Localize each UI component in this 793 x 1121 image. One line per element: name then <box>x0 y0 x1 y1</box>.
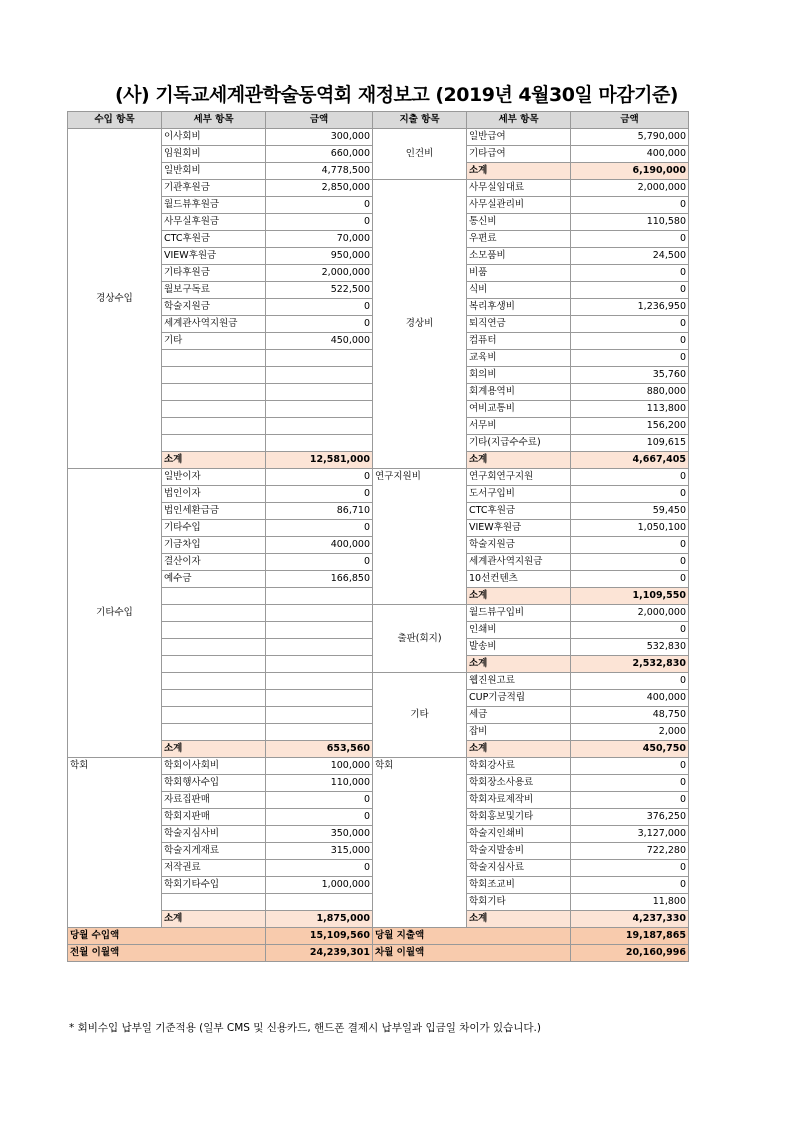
income-item-name: 월보구독료 <box>162 282 266 299</box>
expense-subtotal-label: 소계 <box>467 588 571 605</box>
expense-subtotal-label: 소계 <box>467 741 571 758</box>
empty-cell <box>162 350 266 367</box>
income-category: 기타수입 <box>68 469 162 758</box>
expense-item-amount: 0 <box>571 486 689 503</box>
expense-item-amount: 0 <box>571 469 689 486</box>
income-item-name: 자료집판매 <box>162 792 266 809</box>
empty-cell <box>266 656 373 673</box>
income-item-amount: 950,000 <box>266 248 373 265</box>
expense-item-name: 복리후생비 <box>467 299 571 316</box>
empty-cell <box>162 724 266 741</box>
income-subtotal-amount: 653,560 <box>266 741 373 758</box>
expense-item-amount: 0 <box>571 333 689 350</box>
expense-subtotal-amount: 2,532,830 <box>571 656 689 673</box>
expense-item-amount: 109,615 <box>571 435 689 452</box>
prev-balance-label: 전월 이월액 <box>68 945 266 962</box>
empty-cell <box>266 894 373 911</box>
expense-item-name: 컴퓨터 <box>467 333 571 350</box>
header-expense-detail: 세부 항목 <box>467 112 571 129</box>
expense-item-name: 세계관사역지원금 <box>467 554 571 571</box>
income-item-name: 월드뷰후원금 <box>162 197 266 214</box>
table-row <box>68 758 689 775</box>
expense-subtotal-amount: 450,750 <box>571 741 689 758</box>
table-row <box>68 605 689 622</box>
expense-item-amount: 0 <box>571 775 689 792</box>
expense-item-name: 학회장소사용료 <box>467 775 571 792</box>
expense-item-name: 잡비 <box>467 724 571 741</box>
expense-item-amount: 3,127,000 <box>571 826 689 843</box>
expense-total-label: 당월 지출액 <box>373 928 571 945</box>
expense-item-name: 학회기타 <box>467 894 571 911</box>
expense-item-amount: 0 <box>571 571 689 588</box>
table-row <box>68 469 689 486</box>
income-item-amount: 0 <box>266 520 373 537</box>
income-item-name: 기관후원금 <box>162 180 266 197</box>
empty-cell <box>162 367 266 384</box>
expense-item-name: 우편료 <box>467 231 571 248</box>
expense-item-amount: 722,280 <box>571 843 689 860</box>
expense-item-amount: 59,450 <box>571 503 689 520</box>
income-item-name: 학술지심사비 <box>162 826 266 843</box>
income-item-amount: 0 <box>266 469 373 486</box>
income-category: 학회 <box>68 758 162 928</box>
expense-item-amount: 880,000 <box>571 384 689 401</box>
empty-cell <box>266 724 373 741</box>
header-income-category: 수입 항목 <box>68 112 162 129</box>
expense-subtotal-label: 소계 <box>467 163 571 180</box>
income-item-amount: 660,000 <box>266 146 373 163</box>
income-subtotal-label: 소계 <box>162 911 266 928</box>
expense-item-amount: 2,000 <box>571 724 689 741</box>
expense-item-name: 기타(지급수수료) <box>467 435 571 452</box>
expense-item-amount: 1,050,100 <box>571 520 689 537</box>
expense-item-name: CTC후원금 <box>467 503 571 520</box>
empty-cell <box>162 588 266 605</box>
expense-item-name: CUP기금적립 <box>467 690 571 707</box>
expense-item-amount: 0 <box>571 197 689 214</box>
table-row <box>68 129 689 146</box>
expense-item-amount: 24,500 <box>571 248 689 265</box>
empty-cell <box>266 707 373 724</box>
empty-cell <box>266 367 373 384</box>
expense-item-amount: 0 <box>571 316 689 333</box>
expense-item-amount: 0 <box>571 877 689 894</box>
empty-cell <box>266 401 373 418</box>
report-title: (사) 기독교세계관학술동역회 재정보고 (2019년 4월30일 마감기준) <box>115 84 678 106</box>
expense-total-value: 19,187,865 <box>571 928 689 945</box>
expense-item-amount: 0 <box>571 282 689 299</box>
expense-item-name: 학술지원금 <box>467 537 571 554</box>
expense-item-name: 웹진원고료 <box>467 673 571 690</box>
expense-category: 기타 <box>373 673 467 758</box>
income-item-name: CTC후원금 <box>162 231 266 248</box>
table-row <box>68 673 689 690</box>
next-balance-value: 20,160,996 <box>571 945 689 962</box>
expense-item-amount: 376,250 <box>571 809 689 826</box>
expense-item-amount: 156,200 <box>571 418 689 435</box>
income-item-amount: 522,500 <box>266 282 373 299</box>
income-item-amount: 315,000 <box>266 843 373 860</box>
expense-item-name: 학술지발송비 <box>467 843 571 860</box>
expense-subtotal-amount: 4,667,405 <box>571 452 689 469</box>
expense-category: 출판(회지) <box>373 605 467 673</box>
expense-item-name: 발송비 <box>467 639 571 656</box>
expense-item-amount: 2,000,000 <box>571 180 689 197</box>
expense-item-name: 학회강사료 <box>467 758 571 775</box>
empty-cell <box>266 588 373 605</box>
income-item-amount: 300,000 <box>266 129 373 146</box>
header-income-detail: 세부 항목 <box>162 112 266 129</box>
income-item-name: 법인이자 <box>162 486 266 503</box>
expense-item-amount: 0 <box>571 673 689 690</box>
income-item-amount: 0 <box>266 860 373 877</box>
empty-cell <box>266 418 373 435</box>
expense-item-name: 비품 <box>467 265 571 282</box>
expense-item-name: 퇴직연금 <box>467 316 571 333</box>
income-subtotal-amount: 12,581,000 <box>266 452 373 469</box>
income-item-amount: 110,000 <box>266 775 373 792</box>
empty-cell <box>266 673 373 690</box>
expense-item-amount: 0 <box>571 758 689 775</box>
income-subtotal-label: 소계 <box>162 741 266 758</box>
income-total-value: 15,109,560 <box>266 928 373 945</box>
expense-item-name: 회계용역비 <box>467 384 571 401</box>
expense-item-amount: 0 <box>571 265 689 282</box>
income-item-name: 기타후원금 <box>162 265 266 282</box>
expense-item-name: 학술지인쇄비 <box>467 826 571 843</box>
expense-item-name: 학회자료제작비 <box>467 792 571 809</box>
empty-cell <box>266 435 373 452</box>
expense-item-amount: 0 <box>571 792 689 809</box>
expense-category: 인건비 <box>373 129 467 180</box>
empty-cell <box>162 605 266 622</box>
expense-category: 연구지원비 <box>373 469 467 605</box>
empty-cell <box>162 707 266 724</box>
income-item-amount: 0 <box>266 792 373 809</box>
header-row <box>68 112 689 129</box>
empty-cell <box>266 690 373 707</box>
expense-item-amount: 0 <box>571 622 689 639</box>
expense-subtotal-amount: 6,190,000 <box>571 163 689 180</box>
expense-item-name: 여비교통비 <box>467 401 571 418</box>
income-total-label: 당월 수입액 <box>68 928 266 945</box>
income-item-name: 사무실후원금 <box>162 214 266 231</box>
income-item-amount: 2,000,000 <box>266 265 373 282</box>
expense-item-name: 소모품비 <box>467 248 571 265</box>
expense-subtotal-amount: 4,237,330 <box>571 911 689 928</box>
expense-item-name: 사무실관리비 <box>467 197 571 214</box>
expense-item-name: 사무실임대료 <box>467 180 571 197</box>
income-item-name: 학술지원금 <box>162 299 266 316</box>
empty-cell <box>266 384 373 401</box>
income-item-name: 기타 <box>162 333 266 350</box>
expense-item-name: 기타급여 <box>467 146 571 163</box>
expense-item-name: 도서구입비 <box>467 486 571 503</box>
empty-cell <box>162 639 266 656</box>
income-item-amount: 166,850 <box>266 571 373 588</box>
expense-item-amount: 113,800 <box>571 401 689 418</box>
income-item-amount: 0 <box>266 809 373 826</box>
income-category: 경상수입 <box>68 129 162 469</box>
expense-item-name: 세금 <box>467 707 571 724</box>
income-subtotal-amount: 1,875,000 <box>266 911 373 928</box>
empty-cell <box>162 673 266 690</box>
expense-subtotal-label: 소계 <box>467 911 571 928</box>
header-expense-category: 지출 항목 <box>373 112 467 129</box>
empty-cell <box>162 384 266 401</box>
income-item-name: 일반이자 <box>162 469 266 486</box>
income-item-amount: 2,850,000 <box>266 180 373 197</box>
expense-item-amount: 110,580 <box>571 214 689 231</box>
expense-category: 경상비 <box>373 180 467 469</box>
income-item-amount: 0 <box>266 486 373 503</box>
empty-cell <box>162 401 266 418</box>
expense-item-amount: 11,800 <box>571 894 689 911</box>
expense-item-amount: 0 <box>571 860 689 877</box>
expense-item-amount: 5,790,000 <box>571 129 689 146</box>
empty-cell <box>162 435 266 452</box>
expense-item-amount: 1,236,950 <box>571 299 689 316</box>
empty-cell <box>266 605 373 622</box>
table-row <box>68 928 689 945</box>
income-item-name: 결산이자 <box>162 554 266 571</box>
header-income-amount: 금액 <box>266 112 373 129</box>
income-item-name: 이사회비 <box>162 129 266 146</box>
income-item-name: 학회행사수입 <box>162 775 266 792</box>
income-item-amount: 0 <box>266 316 373 333</box>
empty-cell <box>162 418 266 435</box>
expense-item-name: 학술지심사료 <box>467 860 571 877</box>
income-item-amount: 86,710 <box>266 503 373 520</box>
empty-cell <box>266 639 373 656</box>
income-item-amount: 70,000 <box>266 231 373 248</box>
expense-item-name: 월드뷰구입비 <box>467 605 571 622</box>
income-item-name: 학회이사회비 <box>162 758 266 775</box>
expense-item-name: 10선컨텐츠 <box>467 571 571 588</box>
expense-item-name: 식비 <box>467 282 571 299</box>
empty-cell <box>266 622 373 639</box>
expense-item-name: 서무비 <box>467 418 571 435</box>
income-item-amount: 4,778,500 <box>266 163 373 180</box>
prev-balance-value: 24,239,301 <box>266 945 373 962</box>
expense-item-amount: 400,000 <box>571 690 689 707</box>
income-item-amount: 0 <box>266 197 373 214</box>
income-item-name: 기타수입 <box>162 520 266 537</box>
expense-subtotal-label: 소계 <box>467 656 571 673</box>
income-item-name: 임원회비 <box>162 146 266 163</box>
expense-item-amount: 48,750 <box>571 707 689 724</box>
income-item-name: 일반회비 <box>162 163 266 180</box>
expense-item-amount: 0 <box>571 350 689 367</box>
income-item-name: 예수금 <box>162 571 266 588</box>
expense-item-amount: 400,000 <box>571 146 689 163</box>
empty-cell <box>162 690 266 707</box>
empty-cell <box>162 656 266 673</box>
expense-item-amount: 35,760 <box>571 367 689 384</box>
empty-cell <box>266 350 373 367</box>
header-expense-amount: 금액 <box>571 112 689 129</box>
income-subtotal-label: 소계 <box>162 452 266 469</box>
income-item-amount: 400,000 <box>266 537 373 554</box>
income-item-name: 학회기타수입 <box>162 877 266 894</box>
income-item-name: 학회지판매 <box>162 809 266 826</box>
income-item-name: 법인세환급금 <box>162 503 266 520</box>
expense-item-name: 회의비 <box>467 367 571 384</box>
expense-item-name: VIEW후원금 <box>467 520 571 537</box>
expense-category: 학회 <box>373 758 467 928</box>
expense-item-name: 연구회연구지원 <box>467 469 571 486</box>
expense-subtotal-amount: 1,109,550 <box>571 588 689 605</box>
income-item-name: 학술지게재료 <box>162 843 266 860</box>
expense-subtotal-label: 소계 <box>467 452 571 469</box>
expense-item-name: 통신비 <box>467 214 571 231</box>
table-row <box>68 945 689 962</box>
expense-item-amount: 532,830 <box>571 639 689 656</box>
empty-cell <box>162 894 266 911</box>
income-item-amount: 100,000 <box>266 758 373 775</box>
income-item-amount: 450,000 <box>266 333 373 350</box>
expense-item-name: 교육비 <box>467 350 571 367</box>
income-item-amount: 0 <box>266 299 373 316</box>
table-row <box>68 180 689 197</box>
expense-item-amount: 2,000,000 <box>571 605 689 622</box>
expense-item-name: 인쇄비 <box>467 622 571 639</box>
expense-item-name: 학회조교비 <box>467 877 571 894</box>
income-item-amount: 350,000 <box>266 826 373 843</box>
expense-item-name: 학회홍보및기타 <box>467 809 571 826</box>
income-item-amount: 0 <box>266 554 373 571</box>
next-balance-label: 차월 이월액 <box>373 945 571 962</box>
expense-item-name: 일반급여 <box>467 129 571 146</box>
income-item-amount: 1,000,000 <box>266 877 373 894</box>
expense-item-amount: 0 <box>571 554 689 571</box>
income-item-amount: 0 <box>266 214 373 231</box>
expense-item-amount: 0 <box>571 231 689 248</box>
empty-cell <box>162 622 266 639</box>
income-item-name: 세계관사역지원금 <box>162 316 266 333</box>
footnote: * 회비수입 납부일 기준적용 (일부 CMS 및 신용카드, 핸드폰 결제시 납부일과 입금일 차이가 있습니다.) <box>69 1022 541 1034</box>
income-item-name: 저작권료 <box>162 860 266 877</box>
expense-item-amount: 0 <box>571 537 689 554</box>
income-item-name: VIEW후원금 <box>162 248 266 265</box>
finance-table <box>67 111 689 962</box>
income-item-name: 기금차입 <box>162 537 266 554</box>
